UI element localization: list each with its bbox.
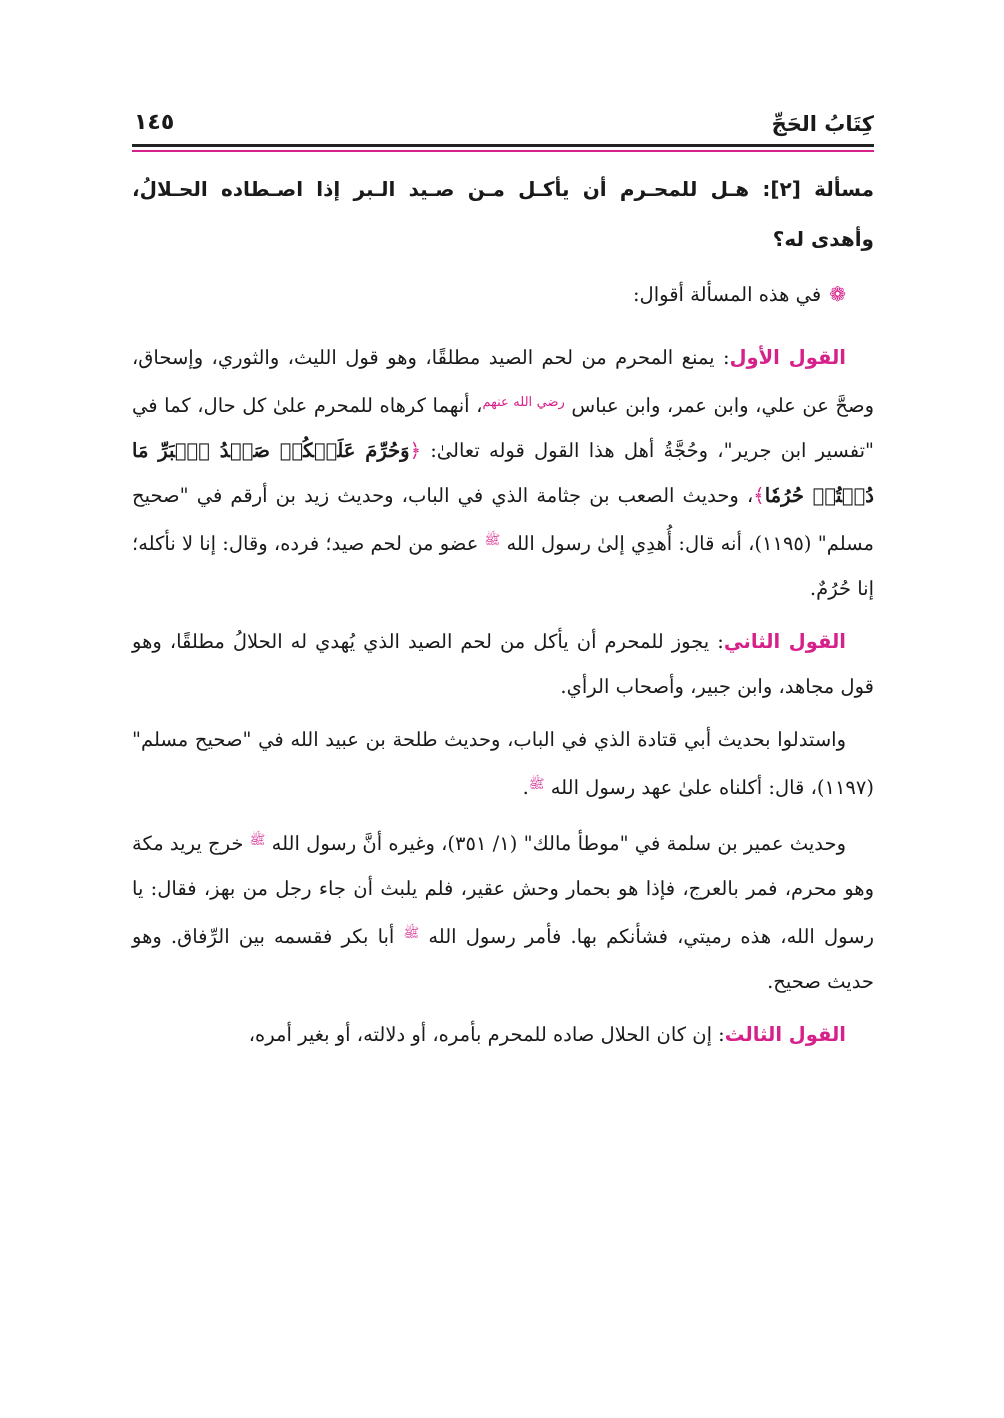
question-number: مسألة [٢]:	[762, 177, 874, 201]
opinion-1-text-e: (١١٩٥)، أنه قال: أُهدِي إلىٰ رسول الله	[500, 532, 818, 555]
tafsir-reference: "تفسير ابن جرير"	[723, 439, 874, 462]
question-heading	[132, 164, 874, 264]
opinion-1-paragraph	[132, 335, 874, 611]
honorific-icon: رضي الله عنهم	[482, 395, 565, 410]
salawat-icon: ﷺ	[528, 777, 545, 792]
sahih-muslim-reference: "صحيح مسلم"	[132, 484, 874, 555]
salawat-icon: ﷺ	[249, 833, 266, 848]
evidence-1-text-c: .	[522, 776, 529, 799]
salawat-icon: ﷺ	[484, 533, 501, 548]
evidence-2-text-b: (١/ ٣٥١)، وغيره أنَّ رسول الله	[265, 832, 524, 855]
quran-close-bracket: ﴾	[753, 484, 765, 507]
opinion-2-label: القول الثاني	[723, 630, 846, 653]
quran-open-bracket: ﴿	[409, 439, 421, 462]
evidence-2-paragraph	[132, 818, 874, 1004]
intro-text: في هذه المسألة أقوال:	[632, 283, 822, 306]
book-title: كِتَابُ الحَجِّ	[771, 112, 874, 136]
opinion-3-paragraph	[132, 1012, 874, 1057]
evidence-2-text-a: وحديث عمير بن سلمة في	[628, 832, 846, 855]
evidence-1-paragraph	[132, 717, 874, 810]
evidence-1-text-b: (١١٩٧)، قال: أكلناه علىٰ عهد رسول الله	[544, 776, 874, 799]
opinion-3-label: القول الثالث	[724, 1023, 846, 1046]
book-page	[132, 100, 874, 1057]
opinion-1-text-a: : يمنع المحرم من لحم الصيد مطلقًا، وهو قول الليث، والثوري، وإسحاق، وصحَّ عن علي، وابن عمر، وابن عباس	[132, 346, 874, 417]
opinion-3-text: : إن كان الحلال صاده للمحرم بأمره، أو دلالته، أو بغير أمره،	[248, 1023, 725, 1046]
evidence-1-text-a: واستدلوا بحديث أبي قتادة الذي في الباب، وحديث طلحة بن عبيد الله في	[251, 728, 846, 751]
opinion-1-text-b: ، أنهما كرهاه للمحرم علىٰ كل حال، كما في	[132, 394, 483, 417]
question-text: هـل للمحـرم أن يأكـل مـن صـيد الـبر إذا اصـطاده الحـلالُ، وأهدى له؟	[132, 177, 874, 251]
evidence-2-text-d: أبا بكر فقسمه بين الرِّفاق. وهو حديث صحيح.	[132, 925, 874, 993]
opinion-1-text-f: عضو من لحم صيد؛ فرده، وقال: إنا لا نأكله؛ إنا حُرُمٌ.	[132, 532, 874, 600]
opinion-1-text-c: ، وحُجَّةُ أهل هذا القول قوله تعالىٰ:	[421, 439, 724, 462]
header-rule-pink	[132, 150, 874, 152]
opinion-2-paragraph	[132, 619, 874, 709]
page-header	[132, 100, 874, 144]
sahih-muslim-reference: "صحيح مسلم"	[132, 728, 252, 751]
intro-line	[132, 272, 874, 317]
evidence-2-text-c: خرج يريد مكة وهو محرم، فمر بالعرج، فإذا هو بحمار وحش عقير، فلم يلبث أن جاء رجل من بهز، فقال: يا رسول الله، هذه رميتي، فشأنكم بها. فأمر رسول الله	[132, 832, 874, 948]
flower-ornament-icon: ❁	[829, 282, 846, 306]
quran-verse: وَحُرِّمَ عَلَيۡكُمۡ صَيۡدُ ٱلۡبَرِّ مَا دُمۡتُمۡ حُرُمٗا	[132, 439, 874, 507]
opinion-1-text-d: ، وحديث الصعب بن جثامة الذي في الباب، وحديث زيد بن أرقم في	[188, 484, 754, 507]
header-rule-thick	[132, 144, 874, 147]
muwatta-reference: "موطأ مالك"	[523, 832, 629, 855]
salawat-icon: ﷺ	[403, 926, 420, 941]
opinion-1-label: القول الأول	[729, 346, 846, 369]
page-number: ١٤٥	[134, 110, 175, 135]
opinion-2-text: : يجوز للمحرم أن يأكل من لحم الصيد الذي يُهدي له الحلالُ مطلقًا، وهو قول مجاهد، وابن جبير، وأصحاب الرأي.	[132, 630, 874, 698]
